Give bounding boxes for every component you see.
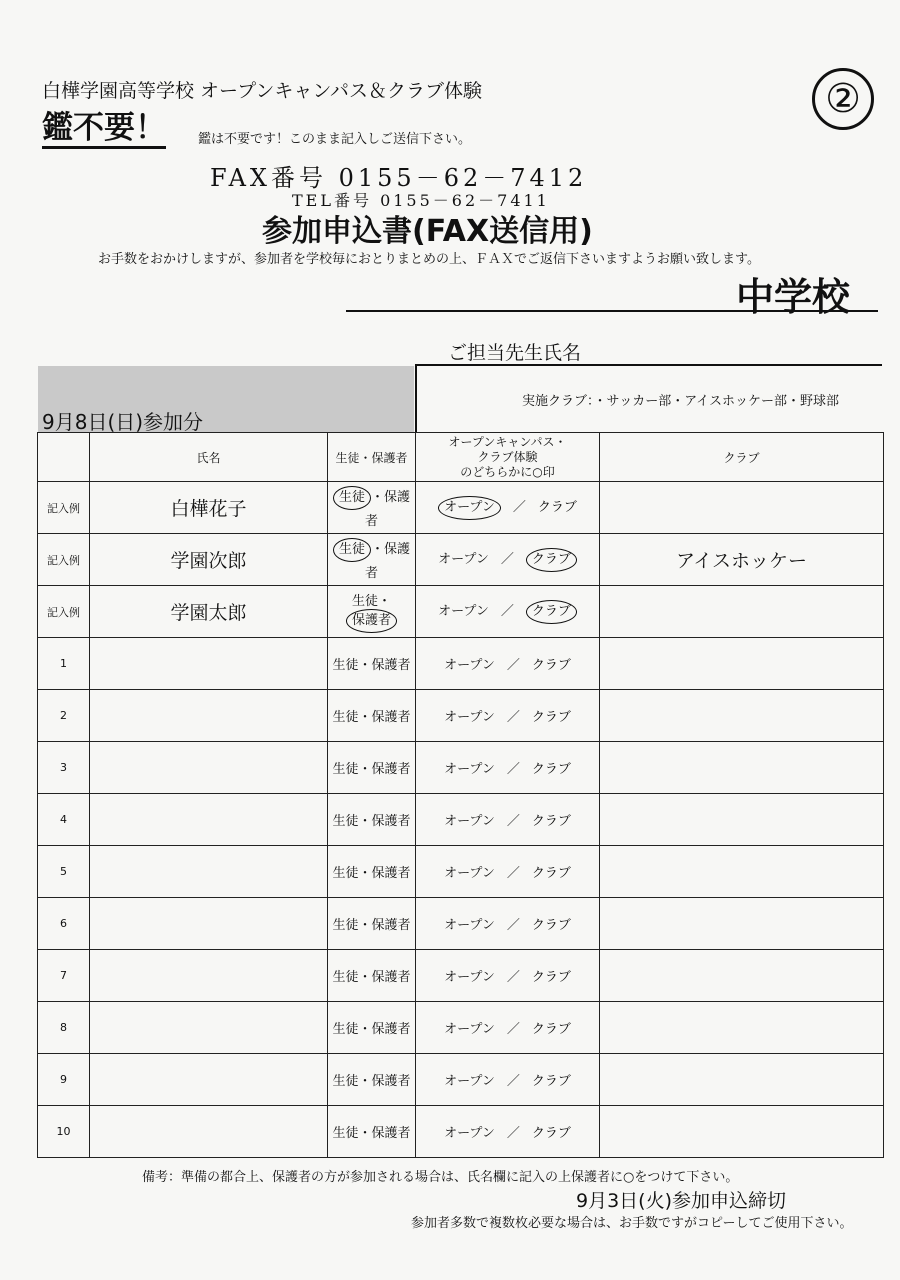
role-parent[interactable]: 保護者 [371, 918, 411, 933]
type-slash: ／ [512, 499, 526, 515]
form-title: 参加申込書(FAX送信用) [262, 214, 593, 249]
role-student[interactable]: 生徒 [333, 538, 371, 562]
name-cell[interactable] [90, 690, 328, 742]
type-open[interactable]: オープン [444, 1074, 495, 1089]
intro-text: お手数をおかけしますが、参加者を学校毎におとりまとめの上、ＦＡＸでご返信下さいますようお願い致します。 [98, 252, 760, 267]
header-num [38, 433, 90, 482]
role-separator: ・ [358, 1022, 372, 1037]
type-open[interactable]: オープン [438, 496, 501, 520]
role-student[interactable]: 生徒 [332, 1126, 359, 1141]
type-slash: ／ [500, 551, 514, 567]
role-cell[interactable] [328, 690, 416, 742]
clubs-offered: 実施クラブ：・サッカー部・アイスホッケー部・野球部 [522, 394, 839, 409]
type-slash: ／ [506, 762, 520, 777]
table-row [38, 794, 884, 846]
row-number: 9 [38, 1054, 90, 1106]
type-cell[interactable] [416, 742, 600, 794]
table-row [38, 690, 884, 742]
type-cell[interactable] [416, 690, 600, 742]
role-cell[interactable] [328, 1054, 416, 1106]
club-cell[interactable] [600, 638, 884, 690]
table-row [38, 1002, 884, 1054]
row-number: 4 [38, 794, 90, 846]
role-separator: ・ [358, 710, 372, 725]
role-cell[interactable] [328, 794, 416, 846]
role-cell[interactable] [328, 534, 416, 586]
role-cell[interactable] [328, 898, 416, 950]
table-row [38, 898, 884, 950]
role-separator: ・ [378, 594, 392, 609]
sheet-number-badge: ② [812, 68, 874, 130]
header-club: クラブ [600, 433, 884, 482]
table-row [38, 950, 884, 1002]
role-cell[interactable] [328, 586, 416, 638]
type-cell[interactable] [416, 950, 600, 1002]
type-cell[interactable] [416, 534, 600, 586]
role-parent[interactable]: 保護者 [346, 609, 397, 633]
name-cell[interactable] [90, 794, 328, 846]
role-separator: ・ [370, 490, 384, 505]
type-slash: ／ [506, 970, 520, 985]
club-cell[interactable] [600, 742, 884, 794]
type-cell[interactable] [416, 1106, 600, 1158]
table-row [38, 638, 884, 690]
role-parent[interactable]: 保護者 [371, 658, 411, 673]
role-parent[interactable]: 保護者 [371, 970, 411, 985]
club-cell[interactable]: アイスホッケー [600, 534, 884, 586]
row-number: 3 [38, 742, 90, 794]
role-separator: ・ [358, 1074, 372, 1089]
type-slash: ／ [506, 918, 520, 933]
type-open[interactable]: オープン [438, 551, 489, 567]
row-number: 記入例 [38, 534, 90, 586]
name-cell[interactable]: 学園太郎 [90, 586, 328, 638]
type-cell[interactable] [416, 794, 600, 846]
role-cell[interactable] [328, 846, 416, 898]
role-parent[interactable]: 保護者 [371, 1126, 411, 1141]
club-cell[interactable] [600, 586, 884, 638]
club-cell[interactable] [600, 950, 884, 1002]
tel-number: TEL番号 0155－62－7411 [292, 191, 550, 210]
type-club[interactable]: クラブ [531, 1074, 571, 1089]
club-cell[interactable] [600, 1002, 884, 1054]
fax-number: FAX番号 0155－62－7412 [210, 164, 588, 192]
role-student[interactable]: 生徒 [332, 710, 359, 725]
row-number: 2 [38, 690, 90, 742]
row-number: 記入例 [38, 482, 90, 534]
role-cell[interactable] [328, 1106, 416, 1158]
type-cell[interactable] [416, 1002, 600, 1054]
application-table [37, 432, 884, 1158]
teacher-name-label: ご担当先生氏名 [448, 342, 582, 364]
role-separator: ・ [358, 762, 372, 777]
name-cell[interactable] [90, 950, 328, 1002]
school-event-title: 白樺学園高等学校 オープンキャンパス＆クラブ体験 [42, 80, 483, 102]
role-parent[interactable]: 保護者 [371, 866, 411, 881]
row-number: 5 [38, 846, 90, 898]
role-student[interactable]: 生徒 [332, 814, 359, 829]
club-cell[interactable] [600, 1106, 884, 1158]
club-cell[interactable] [600, 898, 884, 950]
role-parent[interactable]: 保護者 [371, 710, 411, 725]
type-club[interactable]: クラブ [531, 970, 571, 985]
type-open[interactable]: オープン [444, 1022, 495, 1037]
role-student[interactable]: 生徒 [333, 486, 371, 510]
type-open[interactable]: オープン [444, 970, 495, 985]
row-number: 8 [38, 1002, 90, 1054]
header-role: 生徒・保護者 [328, 433, 416, 482]
role-separator: ・ [358, 814, 372, 829]
role-cell[interactable] [328, 482, 416, 534]
role-parent[interactable]: 保護者 [371, 1022, 411, 1037]
type-cell[interactable] [416, 1054, 600, 1106]
row-number: 1 [38, 638, 90, 690]
type-cell[interactable] [416, 638, 600, 690]
school-name-suffix: 中学校 [736, 275, 851, 319]
type-slash: ／ [506, 1074, 520, 1089]
name-cell[interactable]: 学園次郎 [90, 534, 328, 586]
type-slash: ／ [506, 866, 520, 881]
type-open[interactable]: オープン [444, 1126, 495, 1141]
type-club[interactable]: クラブ [531, 814, 571, 829]
type-slash: ／ [506, 710, 520, 725]
no-seal-heading: 鑑不要！ [42, 110, 166, 149]
role-cell[interactable] [328, 638, 416, 690]
role-student[interactable]: 生徒 [332, 918, 359, 933]
role-cell[interactable] [328, 742, 416, 794]
role-student[interactable]: 生徒 [351, 594, 378, 609]
club-cell[interactable] [600, 690, 884, 742]
table-row [38, 534, 884, 586]
name-cell[interactable] [90, 742, 328, 794]
table-row [38, 586, 884, 638]
role-student[interactable]: 生徒 [332, 1074, 359, 1089]
club-cell[interactable] [600, 794, 884, 846]
role-cell[interactable] [328, 950, 416, 1002]
header-name: 氏名 [90, 433, 328, 482]
table-row [38, 846, 884, 898]
role-student[interactable]: 生徒 [332, 970, 359, 985]
type-cell[interactable] [416, 586, 600, 638]
remark-note: 備考：準備の都合上、保護者の方が参加される場合は、氏名欄に記入の上保護者に○をつけて下さい。 [142, 1170, 739, 1185]
type-slash: ／ [506, 1126, 520, 1141]
table-row [38, 482, 884, 534]
role-separator: ・ [358, 1126, 372, 1141]
name-cell[interactable] [90, 1106, 328, 1158]
type-open[interactable]: オープン [444, 866, 495, 881]
role-separator: ・ [358, 866, 372, 881]
role-separator: ・ [370, 542, 384, 557]
row-number: 10 [38, 1106, 90, 1158]
no-seal-note: 鑑は不要です！このまま記入しご送信下さい。 [198, 132, 472, 147]
type-club[interactable]: クラブ [526, 548, 577, 572]
role-separator: ・ [358, 918, 372, 933]
type-open[interactable]: オープン [444, 710, 495, 725]
name-cell[interactable]: 白樺花子 [90, 482, 328, 534]
type-slash: ／ [506, 814, 520, 829]
type-club[interactable]: クラブ [531, 1126, 571, 1141]
type-club[interactable]: クラブ [526, 600, 577, 624]
type-slash: ／ [506, 1022, 520, 1037]
table-row [38, 742, 884, 794]
role-student[interactable]: 生徒 [332, 762, 359, 777]
type-slash: ／ [506, 658, 520, 673]
type-cell[interactable] [416, 846, 600, 898]
teacher-name-underline [416, 364, 882, 366]
name-cell[interactable] [90, 638, 328, 690]
table-header-row [38, 433, 884, 482]
name-cell[interactable] [90, 846, 328, 898]
participation-date: 9月8日(日)参加分 [42, 410, 204, 434]
name-cell[interactable] [90, 1002, 328, 1054]
row-number: 6 [38, 898, 90, 950]
deadline: 9月3日(火)参加申込締切 [576, 1190, 787, 1212]
type-club[interactable]: クラブ [531, 658, 571, 673]
row-number: 記入例 [38, 586, 90, 638]
role-cell[interactable] [328, 1002, 416, 1054]
type-open[interactable]: オープン [444, 762, 495, 777]
type-cell[interactable] [416, 898, 600, 950]
type-open[interactable]: オープン [444, 814, 495, 829]
school-name-underline [346, 310, 878, 312]
table-row [38, 1106, 884, 1158]
type-club[interactable]: クラブ [531, 866, 571, 881]
role-parent[interactable]: 保護者 [371, 762, 411, 777]
table-row [38, 1054, 884, 1106]
role-student[interactable]: 生徒 [332, 1022, 359, 1037]
role-separator: ・ [358, 658, 372, 673]
type-slash: ／ [500, 603, 514, 619]
type-open[interactable]: オープン [444, 658, 495, 673]
type-club[interactable]: クラブ [531, 762, 571, 777]
role-parent[interactable]: 保護者 [364, 542, 411, 581]
type-club[interactable]: クラブ [531, 918, 571, 933]
role-parent[interactable]: 保護者 [371, 814, 411, 829]
type-club[interactable]: クラブ [531, 710, 571, 725]
type-club[interactable]: クラブ [537, 499, 577, 515]
club-cell[interactable] [600, 1054, 884, 1106]
role-separator: ・ [358, 970, 372, 985]
club-cell[interactable] [600, 846, 884, 898]
type-club[interactable]: クラブ [531, 1022, 571, 1037]
role-parent[interactable]: 保護者 [371, 1074, 411, 1089]
divider [415, 364, 417, 432]
copy-note: 参加者多数で複数枚必要な場合は、お手数ですがコピーしてご使用下さい。 [411, 1216, 853, 1231]
name-cell[interactable] [90, 898, 328, 950]
role-parent[interactable]: 保護者 [364, 490, 411, 529]
type-open[interactable]: オープン [438, 603, 489, 619]
header-type: オープンキャンパス・ クラブ体験 のどちらかに○印 [416, 433, 600, 482]
type-cell[interactable] [416, 482, 600, 534]
club-cell[interactable] [600, 482, 884, 534]
role-student[interactable]: 生徒 [332, 866, 359, 881]
row-number: 7 [38, 950, 90, 1002]
type-open[interactable]: オープン [444, 918, 495, 933]
name-cell[interactable] [90, 1054, 328, 1106]
role-student[interactable]: 生徒 [332, 658, 359, 673]
